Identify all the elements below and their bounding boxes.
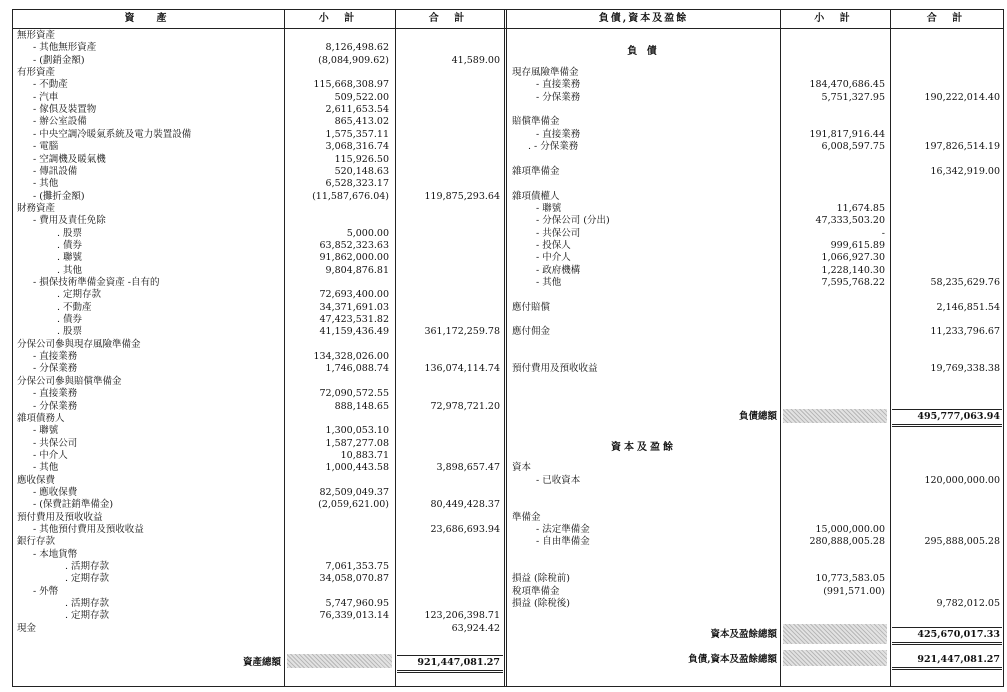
liabilities-label: - 分保業務 (536, 91, 581, 103)
assets-total-label: 資產總額 (242, 657, 281, 668)
assets-total-value: 921,447,081.27 (417, 657, 500, 668)
rule (892, 424, 1002, 427)
assets-subtotal: 115,926.50 (334, 153, 389, 165)
assets-subtotal: 888,148.65 (334, 400, 389, 412)
liabilities-total: 11,233,796.67 (930, 326, 1000, 338)
rule (892, 627, 1002, 628)
assets-label: - 傢俱及裝置物 (33, 104, 97, 116)
assets-label: - 聯號 (33, 425, 59, 437)
assets-subtotal: (8,084,909.62) (318, 54, 389, 66)
assets-subtotal: 34,058,070.87 (319, 573, 389, 585)
header-liabilities-subtotal: 小 計 (814, 13, 856, 24)
shaded-cell (783, 624, 887, 644)
rule (892, 642, 1002, 645)
assets-subtotal: 1,746,088.74 (325, 363, 389, 375)
assets-subtotal: 7,061,353.75 (325, 561, 389, 573)
liabilities-label: - 政府機構 (536, 264, 581, 276)
assets-total: 63,924.42 (451, 622, 500, 634)
liabilities-total: 19,769,338.38 (930, 363, 1000, 375)
rule (397, 655, 503, 656)
liabilities-label: 賠償準備金 (512, 116, 560, 128)
header-assets: 資 產 (124, 13, 173, 24)
assets-label: - (劃銷金額) (33, 54, 85, 66)
assets-subtotal: 72,693,400.00 (319, 289, 389, 301)
assets-label: - (攤折金額) (33, 190, 85, 202)
assets-label: 雜項債務人 (17, 412, 65, 424)
rule (892, 667, 1002, 670)
assets-subtotal: 5,747,960.95 (325, 598, 389, 610)
header-rule (13, 28, 1003, 29)
assets-subtotal: 41,159,436.49 (319, 326, 389, 338)
assets-total: 23,686,693.94 (430, 524, 500, 535)
assets-label: . 活期存款 (65, 561, 110, 573)
assets-subtotal: 115,668,308.97 (313, 79, 389, 91)
liabilities-label: 雜項準備金 (512, 165, 560, 177)
assets-subtotal: 1,575,357.11 (325, 128, 389, 140)
capital-label: 準備金 (512, 511, 541, 523)
shaded-cell (783, 650, 887, 666)
assets-label: 財務資產 (17, 202, 56, 214)
liabilities-label: - 其他 (536, 277, 562, 288)
shaded-cell (287, 654, 392, 668)
assets-label: 無形資產 (17, 30, 56, 41)
liabilities-subtotal: 1,228,140.30 (821, 264, 885, 276)
assets-subtotal: 6,528,323.17 (325, 178, 389, 190)
assets-label: - 其他預付費用及預收收益 (33, 524, 144, 535)
capital-label: - 法定準備金 (536, 524, 590, 535)
assets-subtotal: 91,862,000.00 (319, 252, 389, 264)
assets-subtotal: 509,522.00 (334, 91, 389, 103)
assets-subtotal: (2,059,621.00) (318, 499, 389, 511)
assets-label: . 股票 (57, 227, 83, 239)
assets-label: - 費用及責任免除 (33, 215, 106, 227)
assets-subtotal: 47,423,531.82 (319, 314, 389, 326)
divider (890, 10, 891, 686)
liabilities-label: 應付佣金 (512, 326, 551, 338)
capital-subtotal: 15,000,000.00 (815, 524, 885, 535)
assets-subtotal: 134,328,026.00 (313, 351, 389, 363)
assets-subtotal: 2,611,653.54 (325, 104, 389, 116)
liabilities-label: - 直接業務 (536, 79, 581, 91)
assets-label: - 空調機及暖氣機 (33, 153, 106, 165)
capital-subtotal: 280,888,005.28 (809, 536, 885, 548)
assets-label: 應收保費 (17, 474, 56, 486)
assets-label: . 定期存款 (65, 573, 110, 585)
assets-label: - 分保業務 (33, 363, 78, 375)
divider (504, 10, 507, 686)
liabilities-label: - 分保公司 (分出) (536, 215, 610, 227)
liabilities-subtotal: 6,008,597.75 (821, 141, 885, 153)
assets-label: - 外幣 (33, 585, 59, 597)
assets-label: - 損保技術準備金資產 -自有的 (33, 277, 160, 288)
liabilities-label: 雜項債權人 (512, 190, 560, 202)
capital-label: - 已收資本 (536, 474, 581, 486)
shaded-cell (783, 409, 887, 423)
assets-label: - 辦公室設備 (33, 116, 87, 128)
liabilities-subtotal: 184,470,686.45 (809, 79, 885, 91)
liabilities-subtotal: 1,066,927.30 (821, 252, 885, 264)
assets-subtotal: 1,000,443.58 (325, 462, 389, 474)
assets-label: - 直接業務 (33, 351, 78, 363)
assets-subtotal: 34,371,691.03 (319, 301, 389, 313)
liabilities-subtotal: 999,615.89 (830, 239, 885, 251)
assets-label: - 應收保費 (33, 486, 78, 498)
rule (892, 409, 1002, 410)
liabilities-subtotal: 7,595,768.22 (821, 277, 885, 288)
assets-subtotal: 5,000.00 (346, 227, 389, 239)
liabilities-total: 197,826,514.19 (924, 141, 1000, 153)
liabilities-label: - 聯號 (536, 202, 562, 214)
assets-label: . 定期存款 (57, 289, 102, 301)
grand-total-label: 負債,資本及盈餘總額 (688, 654, 777, 665)
header-liabilities: 負債,資本及盈餘 (598, 13, 689, 24)
capital-total-value: 425,670,017.33 (917, 629, 1000, 640)
capital-label: 稅項準備金 (512, 585, 560, 597)
capital-label: 損益 (除稅後) (512, 598, 570, 610)
assets-subtotal: 63,852,323.63 (319, 239, 389, 251)
assets-label: - 電腦 (33, 141, 59, 153)
assets-subtotal: 3,068,316.74 (325, 141, 389, 153)
capital-total: 120,000,000.00 (924, 474, 1000, 486)
assets-label: - 其他 (33, 178, 59, 190)
assets-label: . 其他 (57, 264, 83, 276)
assets-label: 現金 (17, 622, 37, 634)
assets-subtotal: (11,587,676.04) (312, 190, 389, 202)
header-assets-subtotal: 小 計 (318, 13, 361, 24)
assets-subtotal: 76,339,013.14 (319, 610, 389, 622)
assets-label: - 共保公司 (33, 437, 78, 449)
assets-subtotal: 865,413.02 (334, 116, 389, 128)
liabilities-label: 應付賠償 (512, 301, 551, 313)
assets-label: - 本地貨幣 (33, 548, 78, 560)
liabilities-label: - 直接業務 (536, 128, 581, 140)
assets-label: - 其他無形資產 (33, 42, 97, 54)
assets-label: 分保公司參與賠償準備金 (17, 375, 122, 387)
assets-label: . 活期存款 (65, 598, 110, 610)
rule (397, 670, 503, 673)
assets-total: 119,875,293.64 (424, 190, 500, 202)
capital-heading: 資本及盈餘 (611, 442, 676, 453)
assets-label: 有形資產 (17, 67, 56, 79)
capital-label: - 自由準備金 (536, 536, 590, 548)
assets-total: 136,074,114.74 (424, 363, 500, 375)
assets-total: 72,978,721.20 (430, 400, 500, 412)
assets-total: 123,206,398.71 (424, 610, 500, 622)
assets-label: 銀行存款 (17, 536, 56, 548)
liabilities-subtotal: 11,674.85 (836, 202, 885, 214)
header-assets-total: 合 計 (428, 13, 471, 24)
assets-label: 分保公司參與現存風險準備金 (17, 338, 141, 350)
liabilities-label: 現存風險準備金 (512, 67, 579, 79)
assets-label: - 不動產 (33, 79, 68, 91)
capital-total: 295,888,005.28 (924, 536, 1000, 548)
assets-subtotal: 1,300,053.10 (325, 425, 389, 437)
liabilities-total: 16,342,919.00 (930, 165, 1000, 177)
assets-label: - 分保業務 (33, 400, 78, 412)
capital-subtotal: 10,773,583.05 (815, 573, 885, 585)
assets-label: . 定期存款 (65, 610, 110, 622)
balance-sheet (12, 9, 1004, 687)
assets-subtotal: 10,883.71 (340, 449, 389, 461)
liabilities-label: - 投保人 (536, 239, 571, 251)
assets-label: - (保費註銷準備金) (33, 499, 114, 511)
assets-label: - 其他 (33, 462, 59, 474)
assets-label: - 汽車 (33, 91, 59, 103)
liabilities-total: 58,235,629.76 (930, 277, 1000, 288)
header-liabilities-total: 合 計 (926, 13, 969, 24)
assets-total: 80,449,428.37 (430, 499, 500, 511)
assets-label: - 直接業務 (33, 388, 78, 400)
assets-subtotal: 1,587,277.08 (325, 437, 389, 449)
assets-subtotal: 9,804,876.81 (325, 264, 389, 276)
liabilities-label: - 中介人 (536, 252, 571, 264)
liabilities-subtotal: 47,333,503.20 (815, 215, 885, 227)
capital-total-label: 資本及盈餘總額 (710, 629, 777, 640)
assets-total: 3,898,657.47 (436, 462, 500, 474)
liabilities-subtotal: 191,817,916.44 (809, 128, 885, 140)
assets-label: - 傳訊設備 (33, 165, 78, 177)
assets-label: . 聯號 (57, 252, 83, 264)
assets-label: - 中介人 (33, 449, 68, 461)
divider (395, 10, 396, 686)
assets-subtotal: 8,126,498.62 (325, 42, 389, 54)
capital-label: 損益 (除稅前) (512, 573, 570, 585)
assets-label: . 股票 (57, 326, 83, 338)
assets-total: 41,589.00 (451, 54, 500, 66)
assets-label: . 債券 (57, 314, 83, 326)
liabilities-total: 190,222,014.40 (924, 91, 1000, 103)
assets-total: 361,172,259.78 (424, 326, 500, 338)
liabilities-total-value: 495,777,063.94 (917, 411, 1000, 422)
assets-label: 預付費用及預收收益 (17, 511, 103, 523)
assets-label: . 不動產 (57, 301, 92, 313)
grand-total-value: 921,447,081.27 (917, 654, 1000, 665)
assets-subtotal: 72,090,572.55 (319, 388, 389, 400)
assets-subtotal: 520,148.63 (334, 165, 389, 177)
capital-subtotal: (991,571.00) (823, 585, 885, 597)
liabilities-subtotal: 5,751,327.95 (821, 91, 885, 103)
assets-label: - 中央空調冷暖氣系統及電力裝置設備 (33, 128, 192, 140)
liabilities-label: 預付費用及預收收益 (512, 363, 598, 375)
liabilities-subtotal: - (881, 227, 885, 239)
capital-total: 9,782,012.05 (936, 598, 1000, 610)
liabilities-heading: 負 債 (627, 46, 660, 57)
assets-label: . 債券 (57, 239, 83, 251)
capital-label: 資本 (512, 462, 532, 474)
liabilities-total-label: 負債總額 (738, 411, 777, 422)
assets-subtotal: 82,509,049.37 (319, 486, 389, 498)
liabilities-label: - 共保公司 (536, 227, 581, 239)
liabilities-label: . - 分保業務 (528, 141, 579, 153)
liabilities-total: 2,146,851.54 (936, 301, 1000, 313)
